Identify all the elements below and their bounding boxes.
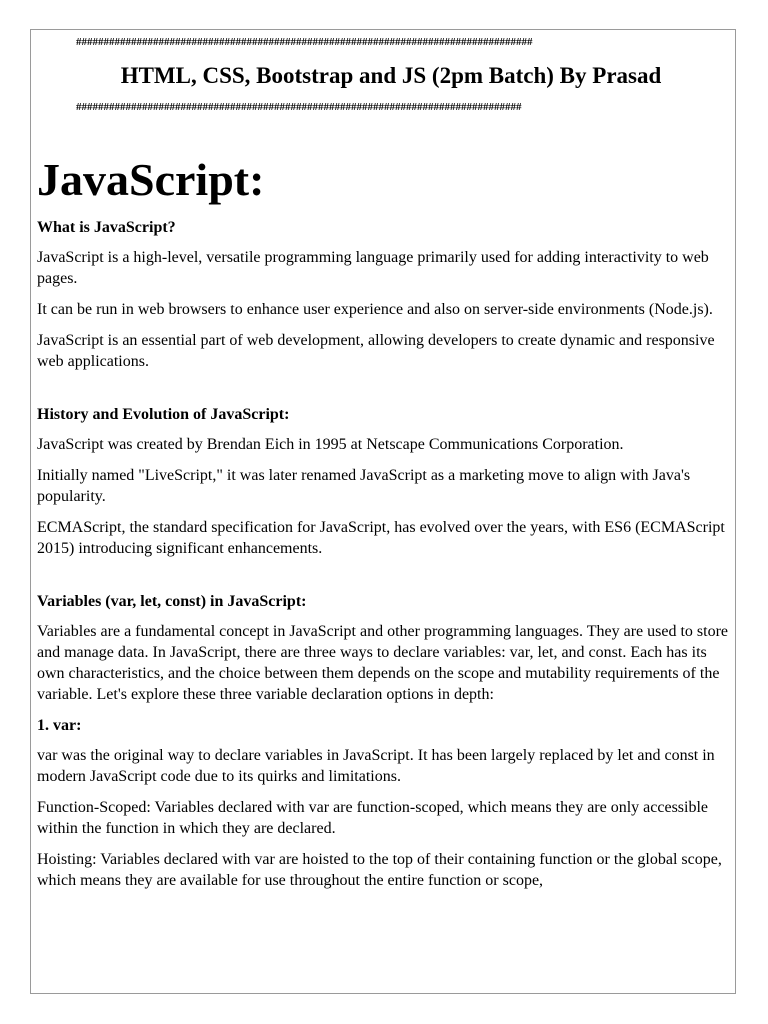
section-spacer bbox=[37, 569, 729, 591]
section-heading-history: History and Evolution of JavaScript: bbox=[37, 406, 290, 423]
section-heading-what-is-javascript: What is JavaScript? bbox=[37, 219, 176, 236]
section-spacer bbox=[37, 382, 729, 404]
paragraph-var-function-scoped: Function-Scoped: Variables declared with var are function-scoped, which means they are only accessible within the function in which they are declared. bbox=[37, 799, 709, 837]
document-body bbox=[37, 151, 729, 901]
paragraph-what-1: JavaScript is a high-level, versatile programming language primarily used for adding interactivity to web pages. bbox=[37, 249, 709, 287]
section-heading-variables: Variables (var, let, const) in JavaScript: bbox=[37, 593, 307, 610]
document-header-title: HTML, CSS, Bootstrap and JS (2pm Batch) By Prasad bbox=[120, 63, 662, 88]
paragraph-what-3: JavaScript is an essential part of web development, allowing developers to create dynamic and responsive web applications. bbox=[37, 332, 715, 370]
paragraph-history-2: Initially named "LiveScript," it was later renamed JavaScript as a marketing move to align with Java's popularity. bbox=[37, 467, 691, 505]
sub-heading-var: 1. var: bbox=[37, 717, 82, 734]
paragraph-var-hoisting: Hoisting: Variables declared with var are hoisted to the top of their containing function or the global scope, which means they are available for use throughout the entire function or scope, bbox=[37, 851, 722, 889]
paragraph-history-1: JavaScript was created by Brendan Eich in 1995 at Netscape Communications Corporation. bbox=[37, 436, 624, 453]
page-title: JavaScript: bbox=[37, 154, 265, 205]
document-page bbox=[30, 29, 736, 994]
header-hash-divider-bottom: ################################################################################# bbox=[76, 101, 522, 113]
paragraph-variables-1: Variables are a fundamental concept in JavaScript and other programming languages. They are used to store and manage data. In JavaScript, there are three ways to declare variables: var, let, and const. Each has its own characteristics, and the choice between them depends on the scope and mutability requirements of the variable. Let's explore these three variable declaration options in depth: bbox=[37, 623, 729, 703]
paragraph-history-3: ECMAScript, the standard specification for JavaScript, has evolved over the years, with ES6 (ECMAScript 2015) introducing significant enhancements. bbox=[37, 519, 725, 557]
paragraph-what-2: It can be run in web browsers to enhance user experience and also on server-side environments (Node.js). bbox=[37, 301, 713, 318]
header-hash-divider-top: ################################################################################### bbox=[76, 36, 533, 48]
paragraph-var-1: var was the original way to declare variables in JavaScript. It has been largely replaced by let and const in modern JavaScript code due to its quirks and limitations. bbox=[37, 747, 715, 785]
